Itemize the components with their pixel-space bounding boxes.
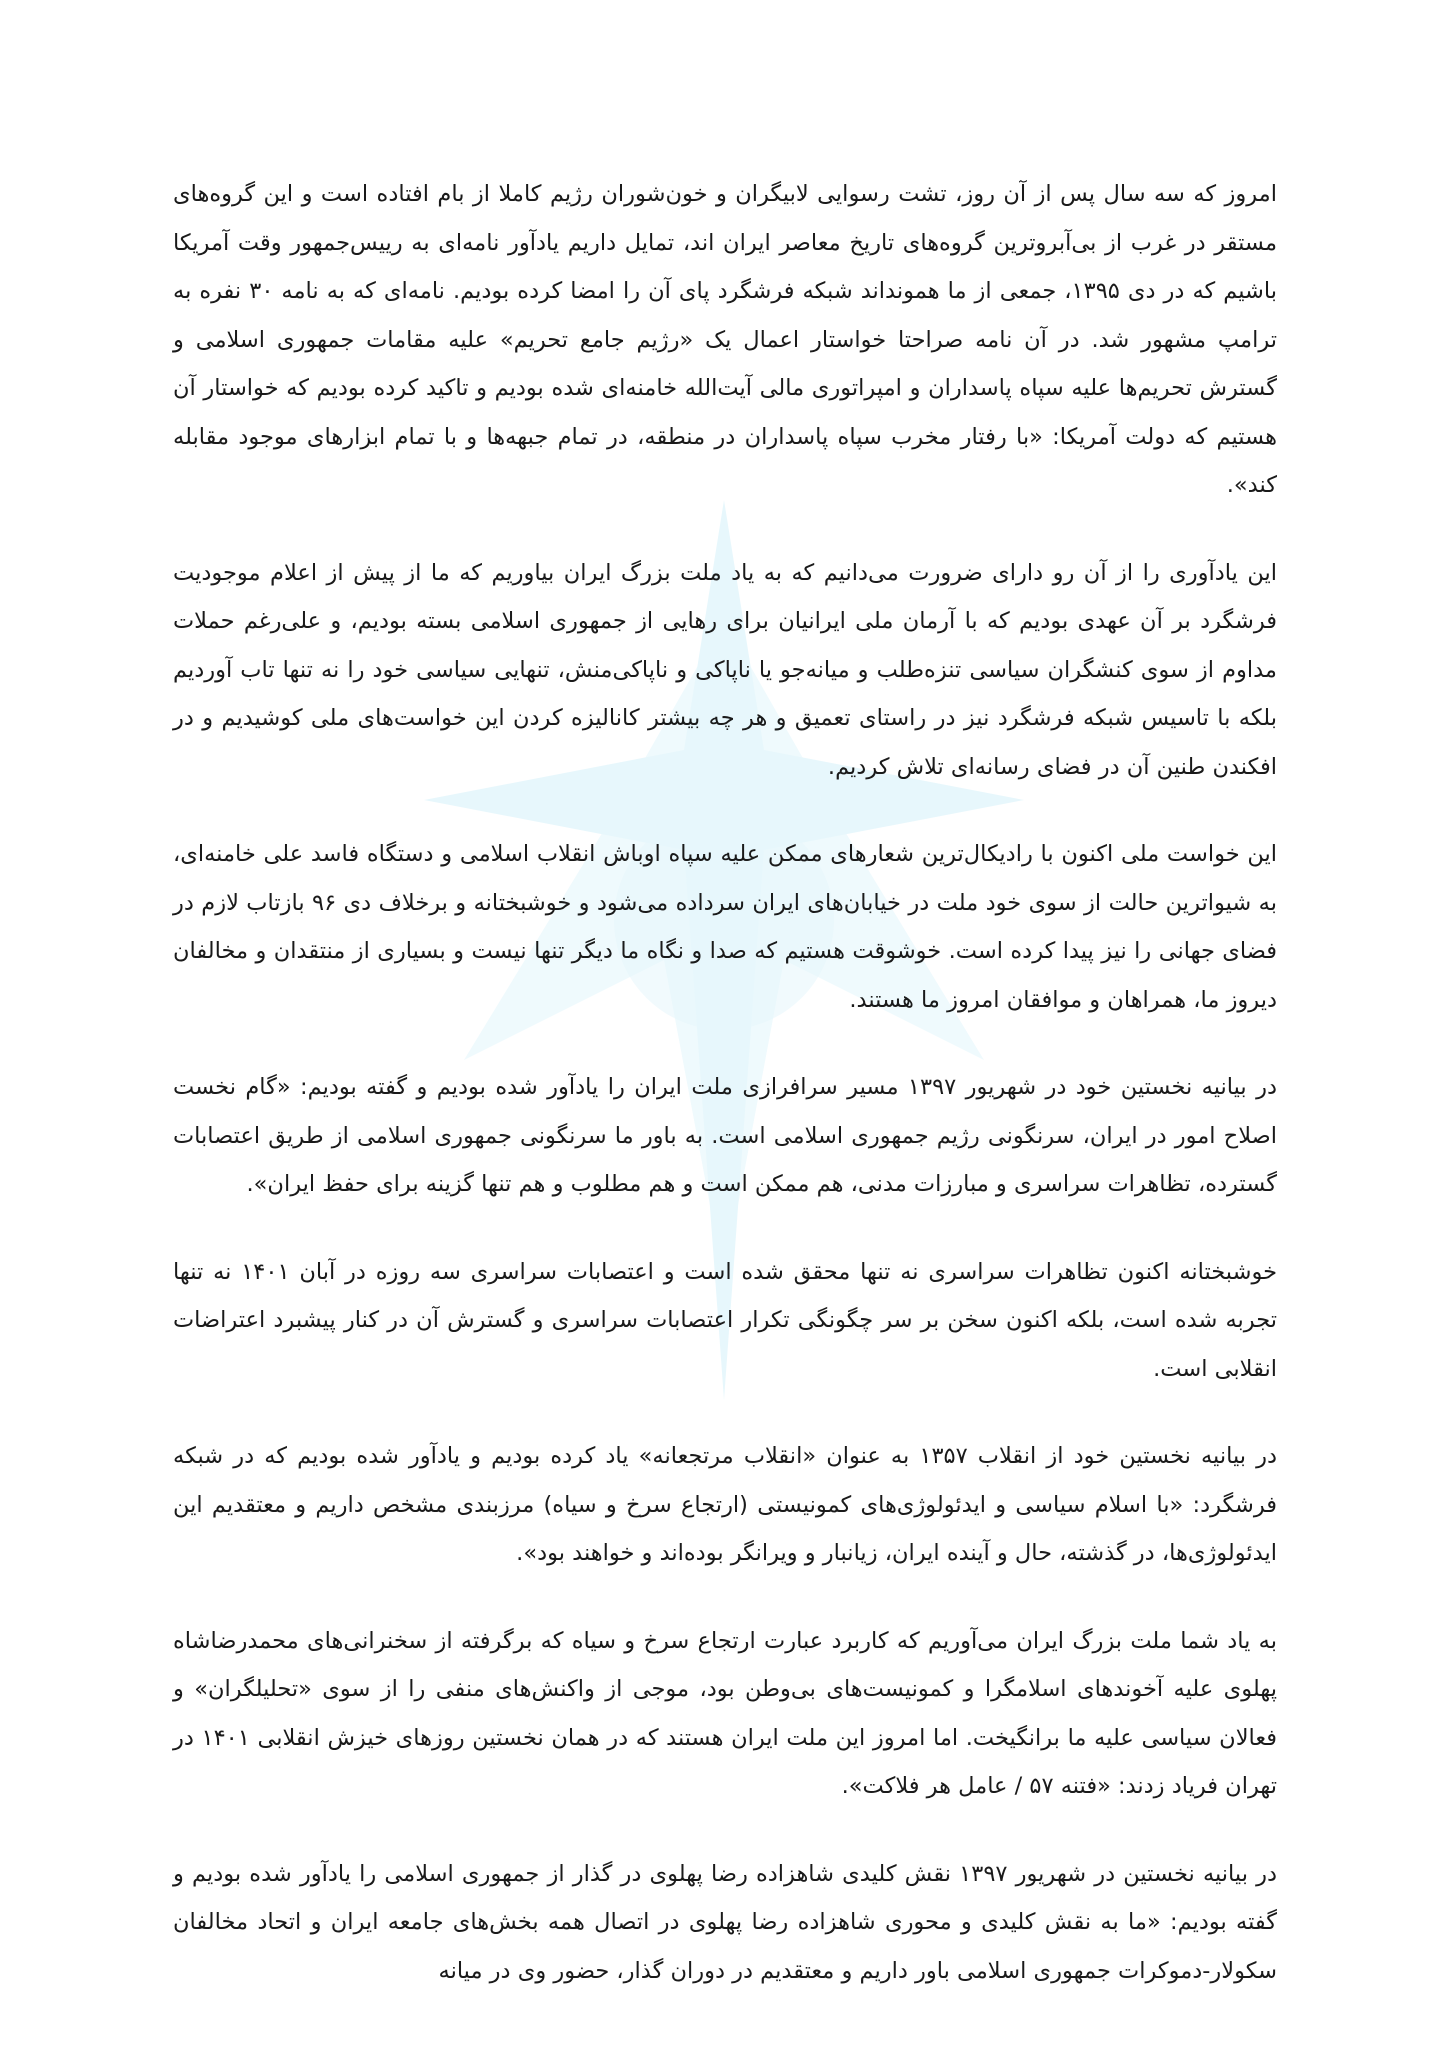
- paragraph: در بیانیه نخستین خود در شهریور ۱۳۹۷ مسیر سرافرازی ملت ایران را یادآور شده بودیم و گفته بودیم: «گام نخست اصلاح امور در ایران، سرنگونی رژیم جمهوری اسلامی است. به باور ما سرنگونی جمهوری اسلامی از طریق اعتصابات گسترده، تظاهرات سراسری و مبارزات مدنی، هم ممکن است و هم مطلوب و هم تنها گزینه برای حفظ ایران».: [173, 1074, 1277, 1197]
- paragraph: امروز که سه سال پس از آن روز، تشت رسوایی لابیگران و خون‌شوران رژیم کاملا از بام افتاده است و این گروه‌های مستقر در غرب از بی‌آبروترین گروه‌های تاریخ معاصر ایران اند، تمایل داریم یادآور نامه‌ای به رییس‌جمهور وقت آمریکا باشیم که در دی ۱۳۹۵، جمعی از ما همونداند شبکه فرشگرد پای آن را امضا کرده بودیم. نامه‌ای که به نامه ۳۰ نفره به ترامپ مشهور شد. در آن نامه صراحتا خواستار اعمال یک «رژیم جامع تحریم» علیه مقامات جمهوری اسلامی و گسترش تحریم‌ها علیه سپاه پاسداران و امپراتوری مالی آیت‌الله خامنه‌ای شده بودیم و تاکید کرده بودیم که خواستار آن هستیم که دولت آمریکا: «با رفتار مخرب سپاه پاسداران در منطقه، در تمام جبهه‌ها و با تمام ابزارهای موجود مقابله کند».: [173, 181, 1278, 498]
- paragraph: این یادآوری را از آن رو دارای ضرورت می‌دانیم که به یاد ملت بزرگ ایران بیاوریم که ما از پیش از اعلام موجودیت فرشگرد بر آن عهدی بودیم که با آرمان ملی ایرانیان برای رهایی از جمهوری اسلامی بسته بودیم، و علی‌رغم حملات مداوم از سوی کنشگران سیاسی تنزه‌طلب و میانه‌جو یا ناپاکی و ناپاکی‌منش، تنهایی سیاسی خود را نه تنها تاب آوردیم بلکه با تاسیس شبکه فرشگرد نیز در راستای تعمیق و هر چه بیشتر کانالیزه کردن این خواست‌های ملی کوشیدیم و در افکندن طنین آن در فضای رسانه‌ای تلاش کردیم.: [173, 559, 1277, 780]
- paragraph: خوشبختانه اکنون تظاهرات سراسری نه تنها محقق شده است و اعتصابات سراسری سه روزه در آبان ۱۴۰۱ نه تنها تجربه شده است، بلکه اکنون سخن بر سر چگونگی تکرار اعتصابات سراسری و گسترش آن در کنار پیشبرد اعتراضات انقلابی است.: [173, 1258, 1277, 1382]
- paragraph: در بیانیه نخستین در شهریور ۱۳۹۷ نقش کلیدی شاهزاده رضا پهلوی در گذار از جمهوری اسلامی را یادآور شده بودیم و گفته بودیم: «ما به نقش کلیدی و محوری شاهزاده رضا پهلوی در اتصال همه بخش‌های جامعه ایران و اتحاد مخالفان سکولار-دموکرات جمهوری اسلامی باور داریم و معتقدیم در دوران گذار، حضور وی در میانه: [173, 1860, 1277, 1984]
- paragraph: در بیانیه نخستین خود از انقلاب ۱۳۵۷ به عنوان «انقلاب مرتجعانه» یاد کرده بودیم و یادآور شده بودیم که در شبکه فرشگرد: «با اسلام سیاسی و ایدئولوژی‌های کمونیستی (ارتجاع سرخ و سیاه) مرزبندی مشخص داریم و معتقدیم این ایدئولوژی‌ها، در گذشته، حال و آینده ایران، زیانبار و ویرانگر بوده‌اند و خواهند بود».: [173, 1443, 1277, 1566]
- paragraph: این خواست ملی اکنون با رادیکال‌ترین شعارهای ممکن علیه سپاه اوباش انقلاب اسلامی و دستگاه فاسد علی خامنه‌ای، به شیواترین حالت از سوی خود ملت در خیابان‌های ایران سرداده می‌شود و خوشبختانه و برخلاف دی ۹۶ بازتاب لازم در فضای جهانی را نیز پیدا کرده است. خوشوقت هستیم که صدا و نگاه ما دیگر تنها نیست و بسیاری از منتقدان و مخالفان دیروز ما، همراهان و موافقان امروز ما هستند.: [173, 841, 1277, 1013]
- paragraph: به یاد شما ملت بزرگ ایران می‌آوریم که کاربرد عبارت ارتجاع سرخ و سیاه که برگرفته از سخنرانی‌های محمدرضاشاه پهلوی علیه آخوندهای اسلامگرا و کمونیست‌های بی‌وطن بود، موجی از واکنش‌های منفی را از سوی «تحلیلگران» و فعالان سیاسی علیه ما برانگیخت. اما امروز این ملت ایران هستند که در همان نخستین روزهای خیزش انقلابی ۱۴۰۱ در تهران فریاد زدند: «فتنه ۵۷ / عامل هر فلاکت».: [173, 1627, 1277, 1799]
- document-body: [173, 170, 1277, 2034]
